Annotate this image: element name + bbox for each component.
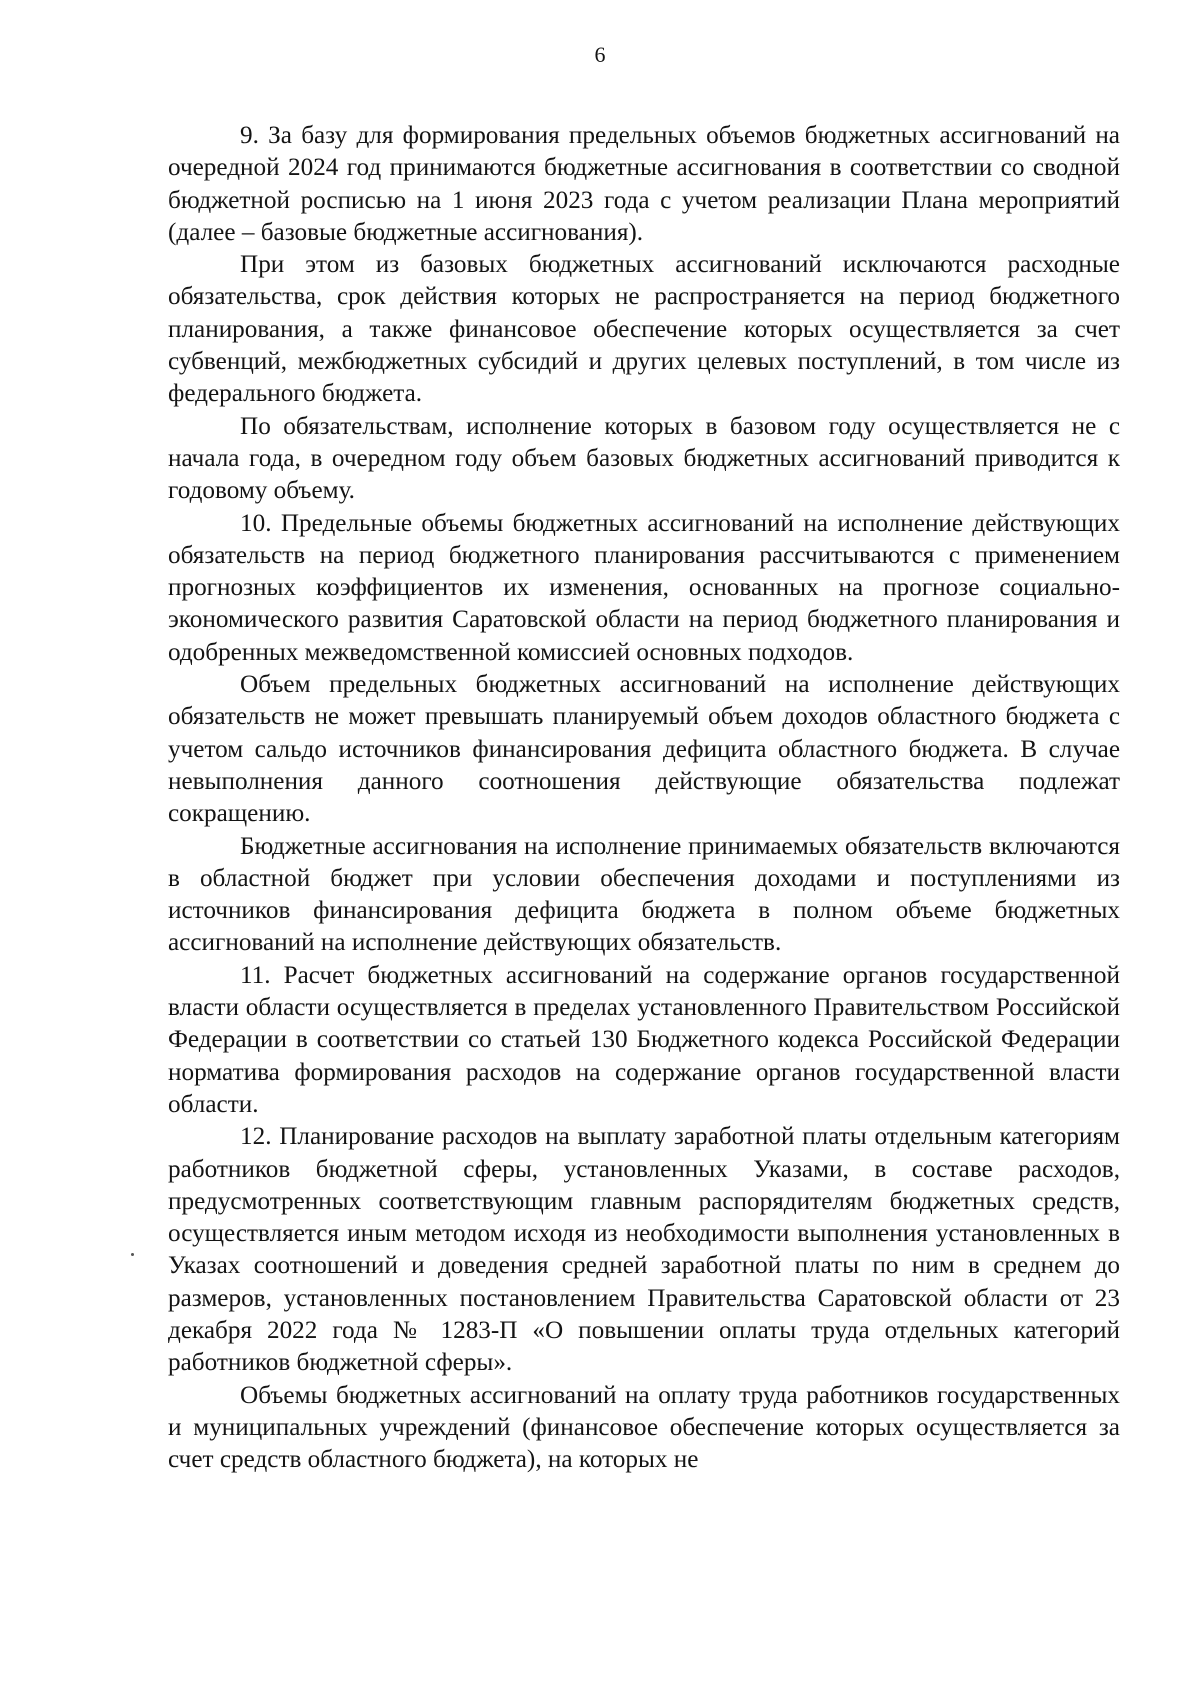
paragraph-limit-vs-income: Объем предельных бюджетных ассигнований на исполнение действующих обязательств не может превышать планируемый объем доходов областного бюджета с учетом сальдо источников финансирования дефицита областного бюджета. В случае невыполнения данного соотношения действующие обязательства подлежат сокращению. bbox=[168, 671, 1120, 828]
paragraph-10-limit-volumes: 10. Предельные объемы бюджетных ассигнований на исполнение действующих обязательств на период бюджетного планирования рассчитываются с применением прогнозных коэффициентов их изменения, основанных на прогнозе социально-экономического развития Саратовской области на период бюджетного планирования и одобренных межведомственной комиссией основных подходов. bbox=[168, 509, 1120, 666]
paragraph-9-base-allocations: 9. За базу для формирования предельных объемов бюджетных ассигнований на очередной 2024 год принимаются бюджетные ассигнования в соответствии со сводной бюджетной росписью на 1 июня 2023 года с учетом реализации Плана мероприятий (далее – базовые бюджетные ассигнования). bbox=[168, 122, 1120, 246]
paragraph-12-salary-planning: 12. Планирование расходов на выплату заработной платы отдельным категориям работников бюджетной сферы, установленных Указами, в составе расходов, предусмотренных соответствующим главным распорядителям бюджетных средств, осуществляется иным методом исходя из необходимости выполнения установленных в Указах соотношений и доведения средней заработной платы по ним в среднем до размеров, установленных постановлением Правительства Саратовской области от 23 декабря 2022 года № 1283-П «О повышении оплаты труда отдельных категорий работников бюджетной сферы». bbox=[168, 1123, 1120, 1377]
paragraph-accepted-obligations: Бюджетные ассигнования на исполнение принимаемых обязательств включаются в областной бюджет при условии обеспечения доходами и поступлениями из источников финансирования дефицита бюджета в полном объеме бюджетных ассигнований на исполнение действующих обязательств. bbox=[168, 832, 1120, 957]
scan-speck bbox=[131, 1253, 134, 1256]
paragraph-payroll-volumes: Объемы бюджетных ассигнований на оплату труда работников государственных и муниципальных учреждений (финансовое обеспечение которых осуществляется за счет средств областного бюджета), на которых не bbox=[168, 1381, 1120, 1474]
document-body bbox=[168, 120, 1120, 1476]
page-number: 6 bbox=[594, 42, 606, 67]
paragraph-11-government-bodies: 11. Расчет бюджетных ассигнований на содержание органов государственной власти области осуществляется в пределах установленного Правительством Российской Федерации в соответствии со статьей 130 Бюджетного кодекса Российской Федерации норматива формирования расходов на содержание органов государственной власти области. bbox=[168, 961, 1120, 1118]
paragraph-excluded-obligations: При этом из базовых бюджетных ассигнований исключаются расходные обязательства, срок действия которых не распространяется на период бюджетного планирования, а также финансовое обеспечение которых осуществляется за счет субвенций, межбюджетных субсидий и других целевых поступлений, в том числе из федерального бюджета. bbox=[168, 251, 1120, 408]
paragraph-annual-volume: По обязательствам, исполнение которых в базовом году осуществляется не с начала года, в очередном году объем базовых бюджетных ассигнований приводится к годовому объему. bbox=[168, 412, 1120, 505]
